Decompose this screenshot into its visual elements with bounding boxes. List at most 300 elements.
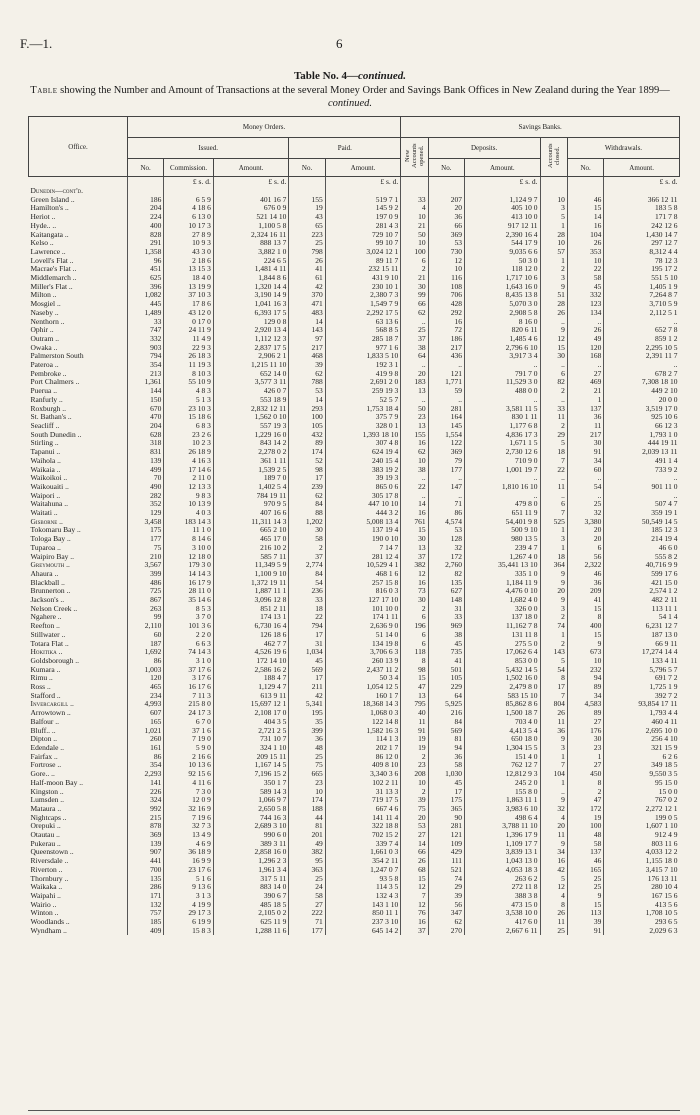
- issued-commission-cell: 4 18 6: [164, 204, 213, 213]
- paid-amount-cell: 339 7 4: [325, 840, 401, 849]
- withdrawals-amount-cell: 1,708 10 5: [604, 909, 680, 918]
- issued-amount-cell: 1,215 11 10: [213, 361, 289, 370]
- issued-commission-cell: 37 1 6: [164, 727, 213, 736]
- accounts-closed-cell: 51: [540, 291, 567, 300]
- office-name-cell: Riverton ..: [30, 865, 63, 874]
- issued-header: Issued.: [127, 138, 288, 159]
- withdrawals-amount-cell: 3,415 7 10: [604, 866, 680, 875]
- paid-no-cell: 88: [289, 509, 325, 518]
- withdrawals-amount-cell: 349 18 5: [604, 761, 680, 770]
- withdrawals-no-cell: 6: [567, 544, 603, 553]
- issued-no-cell: 441: [127, 857, 163, 866]
- deposits-no-cell: 29: [428, 883, 464, 892]
- office-name-cell: Winton ..: [30, 909, 59, 918]
- paid-no-cell: 188: [289, 805, 325, 814]
- issued-no-cell: 291: [127, 239, 163, 248]
- paid-amount-cell: 240 15 4: [325, 457, 401, 466]
- new-accounts-cell: 38: [401, 344, 428, 353]
- withdrawals-amount-cell: 2,391 11 7: [604, 352, 680, 361]
- new-accounts-cell: 73: [401, 587, 428, 596]
- paid-no-cell: 42: [289, 692, 325, 701]
- new-accounts-cell: 10: [401, 239, 428, 248]
- table-row: [29, 866, 680, 875]
- issued-amount-cell: 7,196 15 2: [213, 770, 289, 779]
- accounts-closed-cell: 525: [540, 518, 567, 527]
- deposits-no-cell: 128: [428, 535, 464, 544]
- deposits-amount-cell: 2,479 8 0: [465, 683, 541, 692]
- issued-amount-cell: 1,844 8 6: [213, 274, 289, 283]
- deposits-amount-cell: 488 0 0: [465, 387, 541, 396]
- deposits-no-cell: 32: [428, 544, 464, 553]
- table-row: [29, 439, 680, 448]
- table-row: [29, 448, 680, 457]
- new-accounts-cell: 15: [401, 526, 428, 535]
- accounts-closed-cell: 54: [540, 666, 567, 675]
- paid-no-cell: 14: [289, 396, 325, 405]
- paid-amount-cell: 141 11 4: [325, 814, 401, 823]
- paid-no-cell: 17: [289, 631, 325, 640]
- withdrawals-no-cell: 172: [567, 805, 603, 814]
- issued-amount-cell: 1,539 2 5: [213, 466, 289, 475]
- table-title-cont: continued.: [358, 70, 407, 82]
- accounts-closed-cell: 4: [540, 892, 567, 901]
- paid-amount-cell: 702 15 2: [325, 831, 401, 840]
- new-accounts-cell: 30: [401, 535, 428, 544]
- paid-header: Paid.: [289, 138, 401, 159]
- new-accounts-cell: 64: [401, 352, 428, 361]
- issued-amount-cell: 209 15 11: [213, 753, 289, 762]
- issued-no-cell: 625: [127, 274, 163, 283]
- issued-amount-cell: 1,129 4 7: [213, 683, 289, 692]
- issued-commission-cell: 8 10 3: [164, 370, 213, 379]
- issued-commission-cell: 26 18 3: [164, 352, 213, 361]
- issued-no-cell: 4,993: [127, 700, 163, 709]
- paid-amount-cell: 719 17 5: [325, 796, 401, 805]
- deposits-no-cell: ..: [428, 492, 464, 501]
- withdrawals-no-cell: 32: [567, 509, 603, 518]
- deposits-no-cell: 428: [428, 300, 464, 309]
- issued-amount-cell: 843 14 2: [213, 439, 289, 448]
- issued-commission-cell: 23 17 6: [164, 866, 213, 875]
- withdrawals-amount-cell: 3,710 5 9: [604, 300, 680, 309]
- accounts-closed-cell: 17: [540, 683, 567, 692]
- withdrawals-amount-cell: 78 12 3: [604, 257, 680, 266]
- accounts-closed-cell: 2: [540, 387, 567, 396]
- issued-amount-cell: 1,320 14 4: [213, 283, 289, 292]
- paid-amount-cell: 122 14 8: [325, 718, 401, 727]
- issued-amount-cell: 390 6 7: [213, 892, 289, 901]
- office-name-cell: Bluff.. ..: [30, 726, 56, 735]
- issued-no-cell: 171: [127, 892, 163, 901]
- withdrawals-amount-cell: 599 17 6: [604, 570, 680, 579]
- withdrawals-amount-cell: 444 19 11: [604, 439, 680, 448]
- table-row: [29, 631, 680, 640]
- accounts-closed-cell: 12: [540, 883, 567, 892]
- issued-commission-cell: 9 13 6: [164, 883, 213, 892]
- paid-amount-cell: 328 0 1: [325, 422, 401, 431]
- issued-amount-cell: 2,650 5 8: [213, 805, 289, 814]
- office-name-cell: South Dunedin ..: [30, 430, 82, 439]
- issued-amount-cell: 665 2 10: [213, 526, 289, 535]
- office-name-cell: Pukerau ..: [30, 839, 61, 848]
- table-row: [29, 466, 680, 475]
- paid-amount-cell: 354 2 11: [325, 857, 401, 866]
- issued-no-cell: 628: [127, 431, 163, 440]
- issued-no-cell: 2,110: [127, 622, 163, 631]
- table-row: [29, 883, 680, 892]
- issued-commission-cell: 10 9 3: [164, 239, 213, 248]
- new-accounts-cell: 6: [401, 640, 428, 649]
- withdrawals-amount-cell: 6,231 12 7: [604, 622, 680, 631]
- table-row: [29, 709, 680, 718]
- paid-amount-cell: 197 0 9: [325, 213, 401, 222]
- issued-commission-cell: 23 2 6: [164, 431, 213, 440]
- deposits-amount-cell: 500 9 10: [465, 526, 541, 535]
- accounts-closed-cell: 1: [540, 544, 567, 553]
- withdrawals-amount-cell: 50,549 14 5: [604, 518, 680, 527]
- issued-amount-cell: 404 3 5: [213, 718, 289, 727]
- paid-no-cell: 2,774: [289, 561, 325, 570]
- accounts-closed-cell: 28: [540, 300, 567, 309]
- new-accounts-cell: 30: [401, 283, 428, 292]
- paid-no-cell: 43: [289, 213, 325, 222]
- issued-commission-cell: 24 17 3: [164, 709, 213, 718]
- withdrawals-amount-cell: 187 13 0: [604, 631, 680, 640]
- deposits-no-cell: 1,771: [428, 378, 464, 387]
- accounts-closed-cell: 29: [540, 431, 567, 440]
- deposits-amount-cell: 2,667 6 11: [465, 927, 541, 936]
- paid-amount-cell: 31 13 3: [325, 788, 401, 797]
- withdrawals-amount-cell: 95 15 0: [604, 779, 680, 788]
- withdrawals-amount-cell: ..: [604, 361, 680, 370]
- paid-no-cell: 45: [289, 657, 325, 666]
- accounts-closed-cell: 143: [540, 648, 567, 657]
- table-row: [29, 761, 680, 770]
- paid-amount-cell: 285 18 7: [325, 335, 401, 344]
- office-name-cell: Mosgiel ..: [30, 300, 61, 309]
- accounts-closed-cell: 11: [540, 831, 567, 840]
- withdrawals-amount-cell: 17,274 14 4: [604, 648, 680, 657]
- withdrawals-amount-cell: 359 19 1: [604, 509, 680, 518]
- accounts-closed-cell: 57: [540, 248, 567, 257]
- deposits-amount-cell: 1,124 9 7: [465, 196, 541, 205]
- new-accounts-cell: 761: [401, 518, 428, 527]
- table-row: [29, 805, 680, 814]
- withdrawals-no-cell: 91: [567, 927, 603, 936]
- issued-no-cell: 1,358: [127, 248, 163, 257]
- paid-amount-cell: 7 14 7: [325, 544, 401, 553]
- office-name-cell: Fairfax ..: [30, 752, 58, 761]
- paid-no-cell: 25: [289, 239, 325, 248]
- issued-no-cell: 3,567: [127, 561, 163, 570]
- deposits-no-cell: 16: [428, 318, 464, 327]
- table-row: [29, 344, 680, 353]
- paid-no-cell: 370: [289, 291, 325, 300]
- deposits-amount-cell: 1,643 16 0: [465, 283, 541, 292]
- issued-no-cell: 204: [127, 204, 163, 213]
- deposits-amount-cell: 498 6 4: [465, 814, 541, 823]
- table-row: [29, 352, 680, 361]
- caption-text: showing the Number and Amount of Transactions at the several Money Order and Savings Bank Offices in New Zealand during the Year 1899—: [60, 85, 670, 96]
- issued-amount-cell: 970 9 5: [213, 500, 289, 509]
- issued-amount-cell: 1,481 4 11: [213, 265, 289, 274]
- new-accounts-cell: 22: [401, 483, 428, 492]
- issued-commission-cell: 16 17 9: [164, 579, 213, 588]
- paid-amount-cell: 375 7 9: [325, 413, 401, 422]
- new-accounts-cell: 68: [401, 866, 428, 875]
- issued-commission-cell: 27 8 9: [164, 231, 213, 240]
- table-row: [29, 909, 680, 918]
- new-accounts-cell: 10: [401, 779, 428, 788]
- deposits-amount-cell: 710 9 0: [465, 457, 541, 466]
- paid-amount-cell: 1,753 18 4: [325, 405, 401, 414]
- office-name-cell: Waikouaiti ..: [30, 482, 69, 491]
- paid-amount-cell: 1,582 16 3: [325, 727, 401, 736]
- issued-commission-cell: 16 9 9: [164, 857, 213, 866]
- withdrawals-no-cell: ..: [567, 318, 603, 327]
- issued-commission-cell: 2 18 6: [164, 257, 213, 266]
- withdrawals-amount-cell: 460 4 11: [604, 718, 680, 727]
- issued-amount-cell: 1,887 11 1: [213, 587, 289, 596]
- accounts-closed-cell: 2: [540, 613, 567, 622]
- table-row: [29, 422, 680, 431]
- table-row: [29, 265, 680, 274]
- withdrawals-no-cell: 41: [567, 596, 603, 605]
- issued-amount-cell: 224 6 5: [213, 257, 289, 266]
- office-name-cell: Waikaia ..: [30, 465, 61, 474]
- savings-banks-header: Savings Banks.: [401, 117, 680, 138]
- deposits-amount-cell: 3,839 13 1: [465, 848, 541, 857]
- issued-amount-cell: 129 0 8: [213, 318, 289, 327]
- paid-amount-cell: 137 19 4: [325, 526, 401, 535]
- office-name-cell: Waikoikoi ..: [30, 474, 68, 483]
- table-row: [29, 700, 680, 709]
- paid-amount-cell: 143 1 10: [325, 901, 401, 910]
- withdrawals-amount-cell: 93,854 17 11: [604, 700, 680, 709]
- issued-commission-cell: 11 19 3: [164, 361, 213, 370]
- issued-commission-cell: 6 13 0: [164, 213, 213, 222]
- office-name-cell: Macrae's Flat ..: [30, 265, 77, 274]
- issued-no-cell: 1,489: [127, 309, 163, 318]
- paid-no-cell: 483: [289, 309, 325, 318]
- deposits-no-cell: ..: [428, 474, 464, 483]
- issued-no-cell: 260: [127, 735, 163, 744]
- new-accounts-cell: 13: [401, 544, 428, 553]
- issued-amount-cell: 1,296 2 3: [213, 857, 289, 866]
- deposits-no-cell: 94: [428, 744, 464, 753]
- paid-amount-cell: 383 19 2: [325, 466, 401, 475]
- deposits-no-cell: 53: [428, 239, 464, 248]
- issued-no-cell: 992: [127, 805, 163, 814]
- paid-amount-cell: 232 15 11: [325, 265, 401, 274]
- new-accounts-cell: 16: [401, 509, 428, 518]
- issued-amount-cell: 652 14 0: [213, 370, 289, 379]
- deposits-amount-cell: 8 16 0: [465, 318, 541, 327]
- deposits-amount-cell: 762 12 7: [465, 761, 541, 770]
- withdrawals-no-cell: 8: [567, 779, 603, 788]
- paid-no-cell: 17: [289, 674, 325, 683]
- deposits-amount-cell: 335 1 0: [465, 570, 541, 579]
- deposits-amount-cell: ..: [465, 361, 541, 370]
- deposits-amount-cell: 3,581 11 5: [465, 405, 541, 414]
- deposits-no-cell: 81: [428, 735, 464, 744]
- table-row: [29, 204, 680, 213]
- office-name-cell: Green Island ..: [30, 195, 75, 204]
- issued-commission-cell: 7 3 0: [164, 788, 213, 797]
- withdrawals-no-cell: 450: [567, 770, 603, 779]
- deposits-no-cell: 41: [428, 657, 464, 666]
- accounts-closed-cell: 10: [540, 196, 567, 205]
- table-row: [29, 309, 680, 318]
- withdrawals-amount-cell: 1,793 4 4: [604, 709, 680, 718]
- paid-no-cell: 569: [289, 666, 325, 675]
- office-name-cell: Lovell's Flat ..: [30, 256, 74, 265]
- deposits-no-cell: 5,925: [428, 700, 464, 709]
- paid-amount-cell: 977 1 6: [325, 344, 401, 353]
- accounts-closed-cell: 20: [540, 587, 567, 596]
- new-accounts-cell: 13: [401, 387, 428, 396]
- withdrawals-no-cell: 134: [567, 309, 603, 318]
- deposits-amount-cell: 1,304 15 5: [465, 744, 541, 753]
- issued-amount-cell: 6,393 17 5: [213, 309, 289, 318]
- table-row: [29, 274, 680, 283]
- issued-no-cell: 177: [127, 535, 163, 544]
- issued-amount-cell: 2,586 16 2: [213, 666, 289, 675]
- new-accounts-cell: 382: [401, 561, 428, 570]
- accounts-closed-cell: 364: [540, 561, 567, 570]
- paid-no-cell: 37: [289, 553, 325, 562]
- deposits-amount-cell: 791 7 0: [465, 370, 541, 379]
- withdrawals-amount-cell: 2,295 10 5: [604, 344, 680, 353]
- paid-no-cell: [289, 187, 325, 196]
- issued-no-cell: 1,021: [127, 727, 163, 736]
- deposits-no-cell: 217: [428, 344, 464, 353]
- withdrawals-amount-cell: 491 1 4: [604, 457, 680, 466]
- withdrawals-amount-cell: 482 2 11: [604, 596, 680, 605]
- deposits-amount-cell: 830 1 11: [465, 413, 541, 422]
- withdrawals-no-cell: 30: [567, 735, 603, 744]
- withdrawals-no-cell: 9: [567, 640, 603, 649]
- issued-amount-cell: 126 18 6: [213, 631, 289, 640]
- issued-amount-cell: 585 7 11: [213, 553, 289, 562]
- withdrawals-no-cell: 46: [567, 857, 603, 866]
- deposits-no-cell: 84: [428, 718, 464, 727]
- office-name-cell: Half-moon Bay ..: [30, 778, 83, 787]
- office-name-cell: Wairio ..: [30, 900, 57, 909]
- table-row: [29, 300, 680, 309]
- new-accounts-cell: 33: [401, 196, 428, 205]
- deposits-amount-cell: 151 4 0: [465, 753, 541, 762]
- issued-commission-cell: 4 19 9: [164, 901, 213, 910]
- withdrawals-amount-cell: 507 4 7: [604, 500, 680, 509]
- deposits-amount-cell: 17,062 6 4: [465, 648, 541, 657]
- issued-amount-cell: 3,190 14 9: [213, 291, 289, 300]
- withdrawals-amount-cell: 9,550 3 5: [604, 770, 680, 779]
- issued-no-cell: 282: [127, 492, 163, 501]
- withdrawals-no-cell: 165: [567, 866, 603, 875]
- deposits-amount-cell: 1,396 17 9: [465, 831, 541, 840]
- office-header: Office.: [29, 117, 128, 177]
- accounts-closed-label: Accounts closed.: [546, 143, 561, 169]
- issued-amount-cell: 4,526 19 6: [213, 648, 289, 657]
- deposits-amount-cell: 11,162 7 8: [465, 622, 541, 631]
- issued-no-cell: 490: [127, 483, 163, 492]
- issued-amount-cell: 485 18 5: [213, 901, 289, 910]
- accounts-closed-cell: 3: [540, 204, 567, 213]
- office-name-cell: Waipahi ..: [30, 891, 61, 900]
- accounts-closed-cell: 33: [540, 405, 567, 414]
- issued-commission-cell: 3 10 0: [164, 544, 213, 553]
- issued-no-cell: 86: [127, 753, 163, 762]
- deposits-amount-cell: 479 8 0: [465, 500, 541, 509]
- deposits-no-cell: 281: [428, 822, 464, 831]
- table-row: [29, 257, 680, 266]
- paid-no-cell: 62: [289, 492, 325, 501]
- office-name-cell: Roxburgh ..: [30, 404, 66, 413]
- withdrawals-amount-cell: 767 0 2: [604, 796, 680, 805]
- issued-no-cell: 224: [127, 213, 163, 222]
- issued-commission-cell: 5 1 3: [164, 396, 213, 405]
- table-row: [29, 396, 680, 405]
- withdrawals-no-cell: 25: [567, 500, 603, 509]
- new-accounts-cell: 2: [401, 753, 428, 762]
- accounts-closed-cell: 36: [540, 727, 567, 736]
- withdrawals-amount-cell: 925 10 6: [604, 413, 680, 422]
- table-row: [29, 361, 680, 370]
- new-accounts-cell: 37: [401, 927, 428, 936]
- issued-commission-cell: 32 7 3: [164, 822, 213, 831]
- issued-no-cell: 907: [127, 848, 163, 857]
- deposits-no-cell: 270: [428, 927, 464, 936]
- issued-amount-cell: 350 1 7: [213, 779, 289, 788]
- paid-no-cell: 105: [289, 422, 325, 431]
- withdrawals-amount-cell: 167 15 6: [604, 892, 680, 901]
- issued-no-cell: 215: [127, 814, 163, 823]
- issued-no-cell: 139: [127, 457, 163, 466]
- paid-amount-cell: 134 19 8: [325, 640, 401, 649]
- deposits-amount-cell: 1,863 11 1: [465, 796, 541, 805]
- paid-no-cell: 432: [289, 431, 325, 440]
- issued-no-cell: 139: [127, 840, 163, 849]
- withdrawals-no-cell: 94: [567, 674, 603, 683]
- office-name-cell: Reefton ..: [30, 622, 60, 631]
- issued-commission-cell: 6 19 9: [164, 918, 213, 927]
- deposits-amount-cell: 1,184 11 9: [465, 579, 541, 588]
- issued-no-cell: 867: [127, 596, 163, 605]
- table-row: [29, 483, 680, 492]
- issued-amount-cell: [213, 187, 289, 196]
- transactions-table: [28, 116, 680, 935]
- office-name-cell: Ross ..: [30, 683, 51, 692]
- table-row: [29, 196, 680, 205]
- deposits-no-cell: 10: [428, 265, 464, 274]
- issued-commission-cell: 101 3 6: [164, 622, 213, 631]
- withdrawals-amount-cell: 859 1 2: [604, 335, 680, 344]
- table-row: [29, 248, 680, 257]
- paid-amount-cell: 10,529 4 1: [325, 561, 401, 570]
- new-accounts-cell: 75: [401, 805, 428, 814]
- deposits-no-cell: 36: [428, 753, 464, 762]
- withdrawals-no-cell: 46: [567, 196, 603, 205]
- deposits-no-cell: 53: [428, 526, 464, 535]
- accounts-closed-cell: 3: [540, 274, 567, 283]
- office-name-cell: Orepuki ..: [30, 822, 61, 831]
- office-name-cell: Ngahere ..: [30, 613, 62, 622]
- withdrawals-no-cell: 113: [567, 909, 603, 918]
- withdrawals-amount-cell: 15 0 0: [604, 788, 680, 797]
- issued-commission-cell: 2 11 0: [164, 474, 213, 483]
- withdrawals-no-cell: [567, 187, 603, 196]
